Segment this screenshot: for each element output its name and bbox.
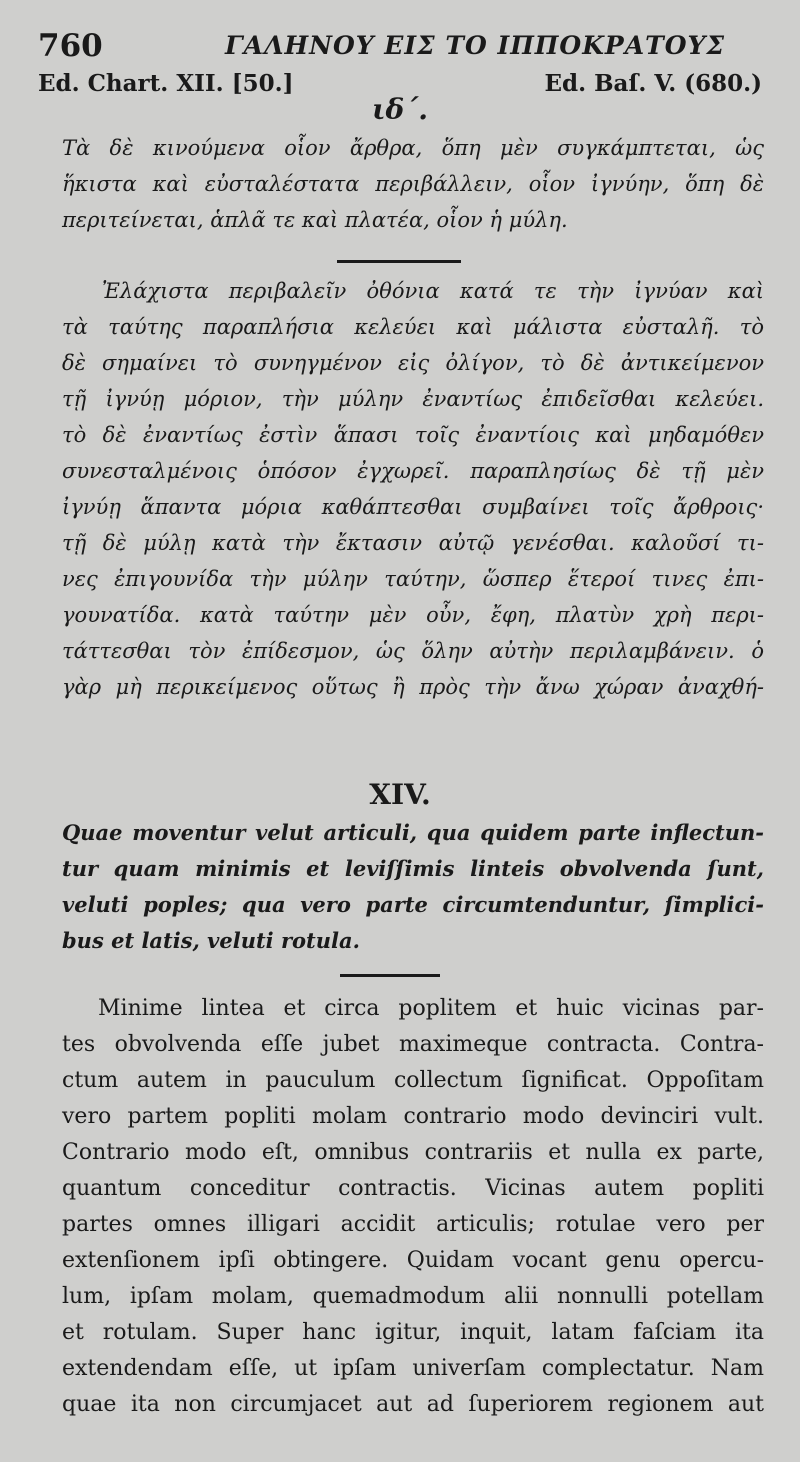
greek-commentary-line: συνεσταλμένοις ὁπόσον ἐγχωρεῖ. παραπλησίως δὲ τῇ μὲν: [62, 459, 764, 483]
running-head: [38, 28, 762, 68]
greek-commentary-line: Ἐλάχιστα περιβαλεῖν ὀθόνια κατά τε τὴν ἰγνύαν καὶ: [102, 279, 764, 303]
greek-lemma-line: ἥκιστα καὶ εὐσταλέστατα περιβάλλειν, οἷον ἰγνύην, ὅπη δὲ: [62, 172, 764, 196]
greek-commentary-line: τὰ ταύτης παραπλήσια κελεύει καὶ μάλιστα εὐσταλῆ. τὸ: [62, 315, 764, 339]
latin-commentary-line: ctum autem in pauculum collectum ſignificat. Oppoſitam: [62, 1068, 764, 1093]
latin-lemma-line: tur quam minimis et leviſſimis linteis obvolvenda ſunt,: [62, 856, 764, 881]
latin-lemma-line: veluti poples; qua vero parte circumtenduntur, ſimplici-: [62, 892, 764, 917]
latin-commentary-line: extenſionem ipſi obtingere. Quidam vocant genu opercu-: [62, 1248, 764, 1273]
greek-commentary-line: γὰρ μὴ περικείμενος οὕτως ἢ πρὸς τὴν ἄνω χώραν ἀναχθή-: [62, 675, 764, 699]
greek-commentary-line: τάττεσθαι τὸν ἐπίδεσμον, ὡς ὅλην αὐτὴν περιλαμβάνειν. ὁ: [62, 639, 764, 663]
greek-commentary-line: τὸ δὲ ἐναντίως ἐστὶν ἅπασι τοῖς ἐναντίοις καὶ μηδαμόθεν: [62, 423, 764, 447]
latin-commentary-line: vero partem popliti molam contrario modo devinciri vult.: [62, 1104, 764, 1129]
greek-commentary-line: ἰγνύῃ ἅπαντα μόρια καθάπτεσθαι συμβαίνει τοῖς ἄρθροις·: [62, 495, 764, 519]
latin-commentary-line: tes obvolvenda eſſe jubet maximeque contracta. Contra-: [62, 1032, 764, 1057]
latin-commentary-line: quantum conceditur contractis. Vicinas autem popliti: [62, 1176, 764, 1201]
page-number: 760: [38, 28, 103, 64]
greek-commentary-line: γουνατίδα. κατὰ ταύτην μὲν οὖν, ἔφη, πλατὺν χρὴ περι-: [62, 603, 764, 627]
greek-commentary-line: νες ἐπιγουνίδα τὴν μύλην ταύτην, ὥσπερ ἕτεροί τινες ἐπι-: [62, 567, 764, 591]
greek-lemma-line: Τὰ δὲ κινούμενα οἷον ἄρθρα, ὅπη μὲν συγκάμπτεται, ὡς: [62, 136, 764, 160]
section-divider: [340, 974, 440, 977]
greek-commentary-line: τῇ ἰγνύῃ μόριον, τὴν μύλην ἐναντίως ἐπιδεῖσθαι κελεύει.: [62, 387, 764, 411]
latin-lemma-line: Quae moventur velut articuli, qua quidem parte inflectun-: [62, 820, 764, 845]
greek-commentary-line: δὲ σημαίνει τὸ συνηγμένον εἰς ὀλίγον, τὸ δὲ ἀντικείμενον: [62, 351, 764, 375]
latin-commentary-line: Minime lintea et circa poplitem et huic vicinas par-: [98, 996, 764, 1021]
greek-section-number: ιδ΄.: [372, 93, 428, 126]
latin-commentary-line: et rotulam. Super hanc igitur, inquit, latam faſciam ita: [62, 1320, 764, 1345]
latin-commentary-line: extendendam eſſe, ut ipſam univerſam complectatur. Nam: [62, 1356, 764, 1381]
greek-commentary-line: τῇ δὲ μύλῃ κατὰ τὴν ἔκτασιν αὐτῷ γενέσθαι. καλοῦσί τι-: [62, 531, 764, 555]
section-divider: [337, 260, 461, 263]
latin-commentary-line: quae ita non circumjacet aut ad ſuperiorem regionem aut: [62, 1392, 764, 1417]
latin-commentary-line: partes omnes illigari accidit articulis; rotulae vero per: [62, 1212, 764, 1237]
running-title: ΓΑΛΗΝΟΥ ΕΙΣ ΤΟ ΙΠΠΟΚΡΑΤΟΥΣ: [224, 31, 726, 60]
latin-section-number: XIV.: [369, 778, 431, 811]
edition-basel: Ed. Baſ. V. (680.): [544, 70, 762, 97]
greek-lemma-line: περιτείνεται, ἁπλᾶ τε καὶ πλατέα, οἷον ἡ μύλη.: [62, 208, 568, 232]
latin-commentary-line: Contrario modo eſt, omnibus contrariis et nulla ex parte,: [62, 1140, 764, 1165]
latin-commentary-line: lum, ipſam molam, quemadmodum alii nonnulli potellam: [62, 1284, 764, 1309]
edition-chartier: Ed. Chart. XII. [50.]: [38, 70, 294, 97]
latin-lemma-line: bus et latis, veluti rotula.: [62, 928, 360, 953]
